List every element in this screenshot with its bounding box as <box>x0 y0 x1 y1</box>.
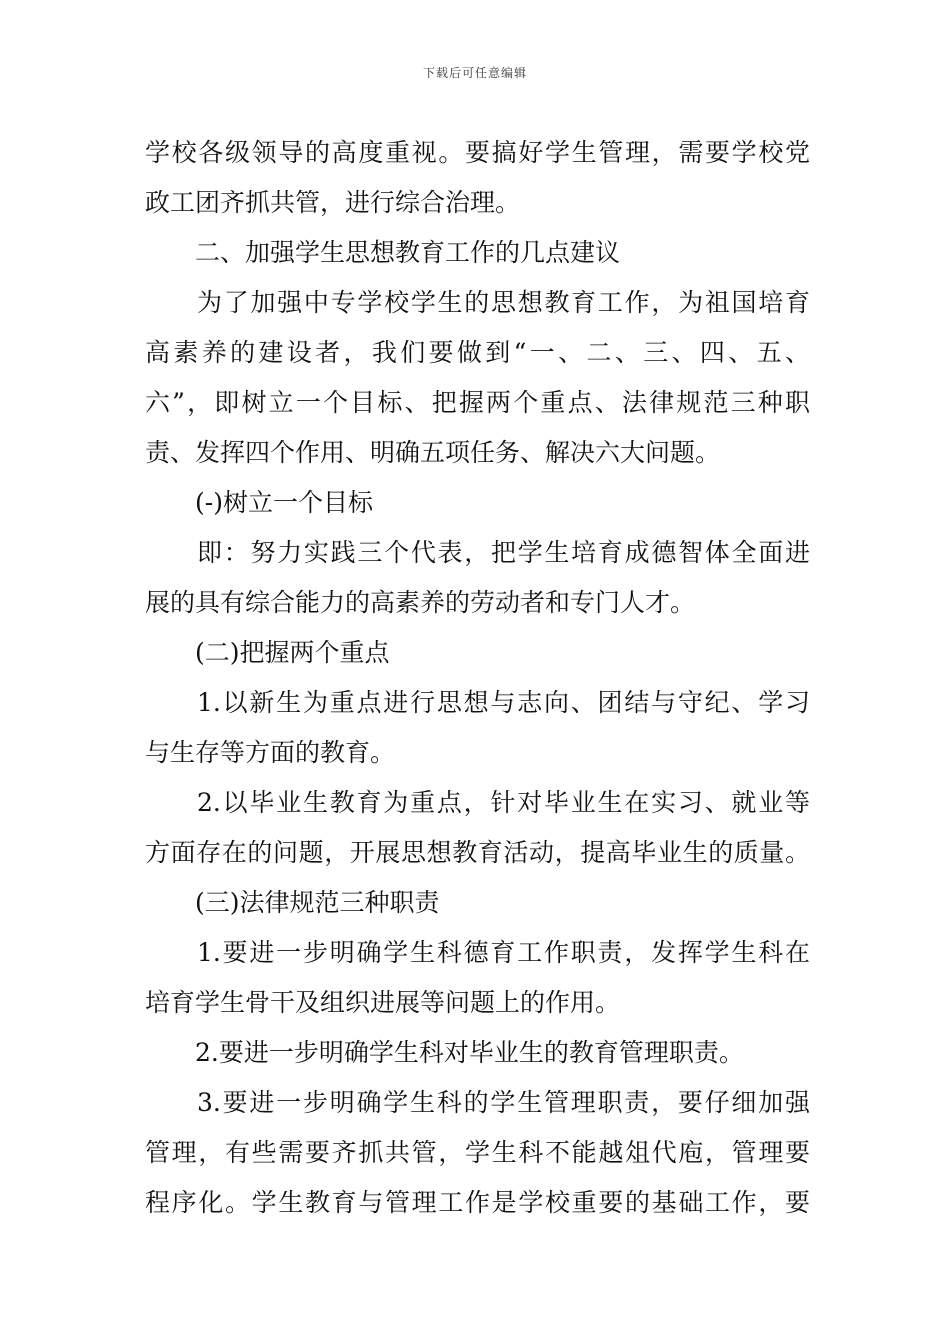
text-line: 2.以毕业生教育为重点，针对毕业生在实习、就业等 <box>197 788 810 817</box>
section-heading: 二、加强学生思想教育工作的几点建议 <box>195 238 621 267</box>
text-line: 与生存等方面的教育。 <box>145 738 396 767</box>
text-line: 即：努力实践三个代表，把学生培育成德智体全面进 <box>197 538 810 567</box>
text-line: 政工团齐抓共管，进行综合治理。 <box>145 188 521 217</box>
text-line: 2.要进一步明确学生科对毕业生的教育管理职责。 <box>195 1038 744 1067</box>
text-line: 1.以新生为重点进行思想与志向、团结与守纪、学习 <box>197 688 810 717</box>
page-header-note: 下载后可任意编辑 <box>422 66 527 80</box>
text-line: 培育学生骨干及组织进展等问题上的作用。 <box>145 988 621 1017</box>
document-body <box>145 128 810 1228</box>
text-line: 展的具有综合能力的高素养的劳动者和专门人才。 <box>145 588 696 617</box>
text-line: 学校各级领导的高度重视。要搞好学生管理，需要学校党 <box>145 138 810 167</box>
text-line: 1.要进一步明确学生科德育工作职责，发挥学生科在 <box>197 938 810 967</box>
text-line: 3.要进一步明确学生科的学生管理职责，要仔细加强 <box>197 1088 810 1117</box>
text-line: 高素养的建设者，我们要做到“一、二、三、四、五、 <box>145 338 810 367</box>
text-line: 管理，有些需要齐抓共管，学生科不能越俎代庖，管理要 <box>145 1138 810 1167</box>
text-line: 责、发挥四个作用、明确五项任务、解决六大问题。 <box>145 438 721 467</box>
subsection-heading: (三)法律规范三种职责 <box>195 888 440 917</box>
text-line: 程序化。学生教育与管理工作是学校重要的基础工作，要 <box>145 1188 810 1217</box>
text-line: 六”，即树立一个目标、把握两个重点、法律规范三种职 <box>145 388 810 417</box>
text-line: 为了加强中专学校学生的思想教育工作，为祖国培育 <box>197 288 810 317</box>
subsection-heading: (-)树立一个目标 <box>195 488 373 517</box>
subsection-heading: (二)把握两个重点 <box>195 638 390 667</box>
text-line: 方面存在的问题，开展思想教育活动，提高毕业生的质量。 <box>145 838 810 867</box>
